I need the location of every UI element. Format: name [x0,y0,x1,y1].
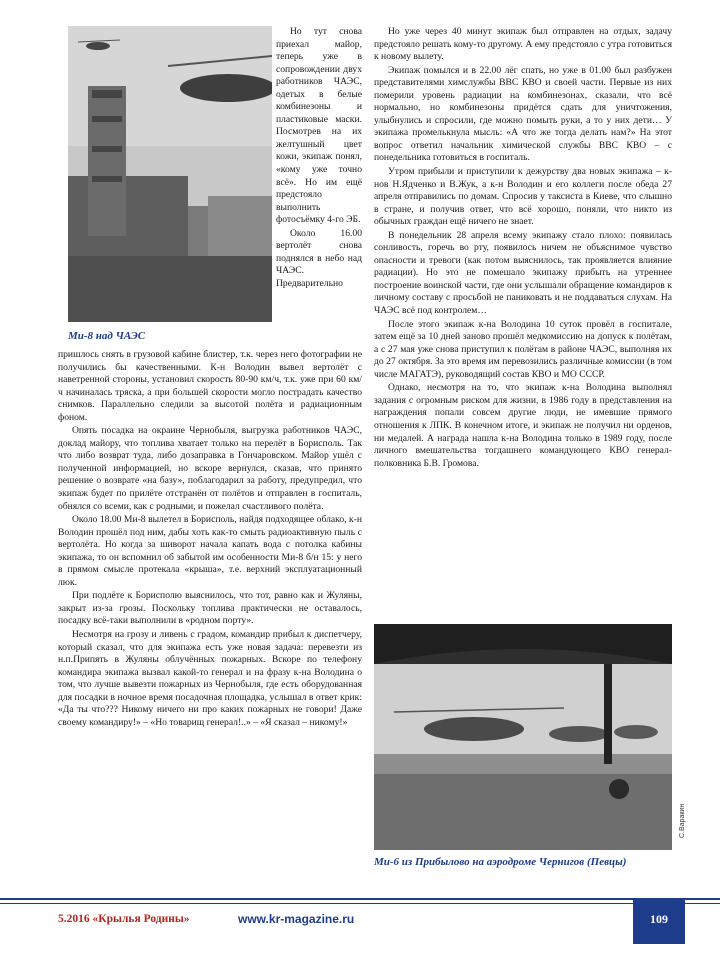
page-number: 109 [650,912,668,926]
article-column-left [58,349,362,729]
paragraph: пришлось снять в грузовой кабине блистер, т.к. через него фотографии не получились бы качественными. К-н Володин вывел вертолёт с наветренной стороны, установил скорость 80-90 км/ч, т.к. уже при 60 км/ч начиналась тряска, а при большей скорости могло пострадать качество снимков. Параллельно следили за высотой полёта и радиационным фоном. [58,349,362,423]
footer-website-link[interactable]: www.kr-magazine.ru [238,912,355,926]
footer-issue: 5.2016 «Крылья Родины» [58,913,190,925]
paragraph: Утром прибыли и приступили к дежурству два новых экипажа – к-нов Н.Ядченко и В.Жук, а к-н Володин и его коллеги после обеда 27 апреля отправились по домам. Спросив у таксиста в Киеве, что слышно в стране, и получив ответ, что всё хорошо, поняли, что никто из обычных граждан ещё ничего не знает. [374,166,672,228]
photo-credit: С.Варакин [679,803,686,838]
paragraph: Около 16.00 вертолёт снова поднялся в небо над ЧАЭС. Предварительно [276,227,362,289]
photo-mi8-over-chnpp [68,26,272,322]
article-column-left-narrow [276,26,362,290]
footer-rule-thin [0,903,720,904]
footer-rule [0,898,720,900]
paragraph: Однако, несмотря на то, что экипаж к-на Володина выполнял задания с огромным риском для жизни, в 1986 году в представления на награждения попали совсем другие люди, не имевшие прямого отношения к ЛПК. В конечном итоге, и экипаж не получил ни орденов, ни медалей. А награда нашла к-на Володина только в 1989 году, после личного вмешательства тогдашнего командующего КВО генерал-полковника Б.В. Громова. [374,382,672,469]
photo-caption-top: Ми-8 над ЧАЭС [68,330,146,342]
paragraph: В понедельник 28 апреля всему экипажу стало плохо: появилась сонливость, горечь во рту, появилось ничем не объяснимое чувство опасности и тревоги (как потом выяснилось, так проявляется влияние радиации). Но это не помешало экипажу прибыть на утреннее построение воинской части, где они услышали обращение командиров к личному составу с просьбой не паниковать и не поддаваться слухам. На ЧАЭС всё под контролем… [374,229,672,317]
paragraph: Но тут снова приехал майор, теперь уже в сопровождении двух работников ЧАЭС, одетых в белые комбинезоны и пластиковые маски. Посмотрев на их желтушный цвет кожи, экипаж понял, «кому уже точно всё». Но им ещё предстояло выполнить фотосъёмку 4-го ЭБ. [276,26,362,226]
paragraph: После этого экипаж к-на Володина 10 суток провёл в госпитале, затем ещё за 10 дней заново прошёл медкомиссию на допуск к полётам, а с 27 мая уже снова приступил к полётам в районе ЧАЭС, выполняя их до 27 октября. За это время им перевозились различные комиссии (в том числе МАГАТЭ), руководящий состав КВО и МО СССР. [374,318,672,380]
paragraph: Опять посадка на окраине Чернобыля, выгрузка работников ЧАЭС, доклад майору, что топлива хватает только на перелёт в Борисполь. Так что либо возврат туда, либо дозаправка в Гончаровском. Майор ушёл с полученной информацией, но вскоре вернулся, сказав, что принято решение о возврате «на базу», поблагодарил за работу, предупредил, что экипаж будет по прилёте отстранён от полётов и отправлен в госпиталь, обнялся со всеми, как с родными, и пожелал счастливого полёта. [58,425,362,512]
paragraph: Экипаж помылся и в 22.00 лёг спать, но уже в 01.00 был разбужен представителями химслужбы ВВС КВО и своей части. Первые из них померили уровень радиации на комбинезонах, сказали, что всё нормально, но комбинезоны придётся сдать для уничтожения, улыбнулись и спросили, где можно помыть руки, а то у них дети… У экипажа промелькнула мысль: «А что же тогда делать нам?» На этот вопрос ответил начальник химической службы ВВС КВО – с понедельника готовиться в госпиталь. [374,64,672,164]
paragraph: Несмотря на грозу и ливень с градом, командир прибыл к диспетчеру, который сказал, что для экипажа есть уже новая задача: перевезти из н.п.Припять в Жуляны облучённых пожарных. Вскоре по телефону командира экипажа вызвал какой-то генерал и на фразу к-на Володина о том, что лучше вывезти пожарных из Чернобыля, где есть оборудованная для посадки в ночное время посадочная площадка, услышал в ответ крик: «Да ты что??? Никому ничего ни про каких пожарных не говори! Даже своему командиру!» – «Но товарищ генерал!..» – «Я сказал – никому!» [58,629,362,728]
paragraph: Около 18.00 Ми-8 вылетел в Борисполь, найдя подходящее облако, к-н Володин прошёл под ним, дабы хоть как-то смыть радиоактивную пыль с вертолёта. Но когда за шиворот начала капать вода с потолка кабины экипажа, то он вспомнил об забытой им особенности Ми-8 б/н 15: у него в прямом смысле протекала «крыша», т.е. верхний эксплуатационный люк. [58,514,362,588]
photo-caption-bottom: Ми-6 из Прибылово на аэродроме Чернигов (Певцы) [374,856,627,868]
paragraph: Но уже через 40 минут экипаж был отправлен на отдых, задачу предстояло решать кому-то другому. А ему предстояло с утра готовиться к новому вылету. [374,26,672,63]
article-column-right [374,26,672,470]
photo-mi6-chernigov [374,624,672,850]
paragraph: При подлёте к Борисполю выяснилось, что тот, равно как и Жуляны, закрыт из-за грозы. Поскольку топлива практически не оставалось, посадку всё-таки выполнили в «родном порту». [58,590,362,627]
